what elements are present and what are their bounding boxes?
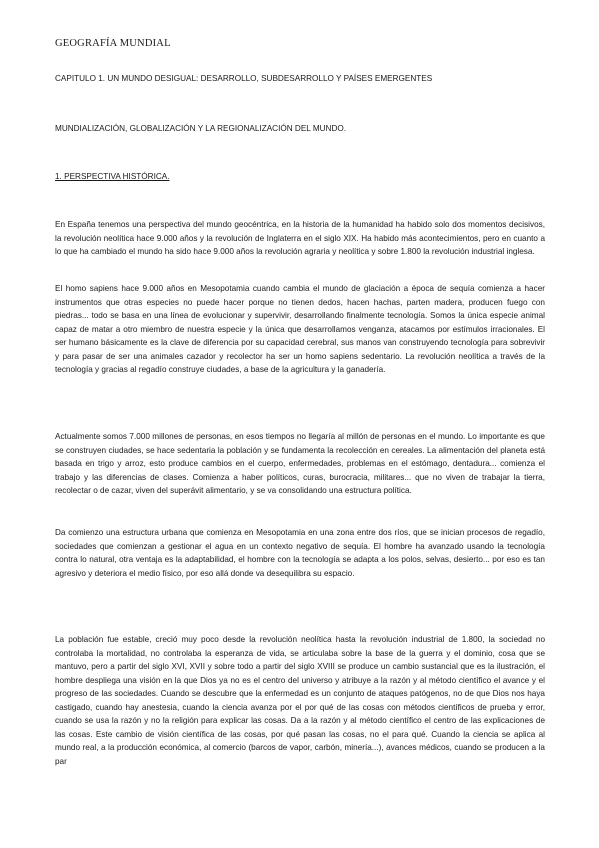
section-heading: MUNDIALIZACIÓN, GLOBALIZACIÓN Y LA REGIONALIZACIÓN DEL MUNDO. [55, 124, 347, 133]
paragraph: La población fue estable, creció muy poco desde la revolución neolítica hasta la revolución industrial de 1.800, la sociedad no controlaba la mortalidad, no controlaba la esperanza de vida, se articulaba sobre la base de la guerra y el dominio, cosa que se mantuvo, pero a partir del siglo XVI, XVII y sobre todo a partir del siglo XVIII se produce un cambio sustancial que es la ilustración, el hombre despliega una visión en la que Dios ya no es el centro del universo y atribuye a la razón y al método científico el avance y el progreso de las sociedades. Cuando se descubre que la enfermedad es un conjunto de ataques patógenos, no de que Dios nos haya castigado, cuando hay anestesia, cuando la ciencia avanza por el por qué de las cosas con métodos científicos de prueba y error, cuando se usa la razón y no la religión para explicar las cosas. Da a la razón y al método científico el centro de las explicaciones de las cosas. Este cambio de visión científica de las cosas, por qué pasan las cosas, no el para qué. Cuando la ciencia se aplica al mundo real, a la producción económica, al comercio (barcos de vapor, carbón, minería...), avances médicos, cuando se producen a la par [55, 635, 545, 766]
paragraph: El homo sapiens hace 9.000 años en Mesopotamia cuando cambia el mundo de glaciación a época de sequía comienza a hacer instrumentos que otras especies no puede hacer porque no tienen dedos, hacen hachas, parten madera, producen fuego con piedras... todo se basa en una línea de evolucionar y supervivir, desarrollando finalmente tecnología. Somos la única especie animal capaz de matar a otro miembro de nuestra especie y la única que desarrollamos venganza, atacamos por estímulos irracionales. El ser humano básicamente es la clave de diferencia por su capacidad cerebral, sus manos van construyendo tecnología para sobrevivir y para pasar de ser una animales cazador y recolector ha ser un homo sapiens sedentario. La revolución neolítica a través de la tecnología y gracias al regadío construye ciudades, a base de la agricultura y la ganadería. [55, 284, 545, 374]
chapter-heading: CAPITULO 1. UN MUNDO DESIGUAL: DESARROLLO, SUBDESARROLLO Y PAÍSES EMERGENTES [55, 74, 433, 83]
subsection-heading: 1. PERSPECTIVA HISTÓRICA. [55, 172, 170, 181]
paragraph: Actualmente somos 7.000 millones de personas, en esos tiempos no llegaría al millón de personas en el mundo. Lo importante es que se construyen ciudades, se hace sedentaria la población y se fundamenta la recolección en cereales. La alimentación del planeta está basada en trigo y arroz, esto produce cambios en el cuerpo, enfermedades, problemas en el estómago, dentadura... comienza el trabajo y las diferencias de clases. Comienza a haber políticos, curas, burocracia, militares... que no viven de trabajar la tierra, recolectar o de cazar, viven del superávit alimentario, y se va consolidando una estructura política. [55, 432, 545, 495]
paragraph: En España tenemos una perspectiva del mundo geocéntrica, en la historia de la humanidad ha habido solo dos momentos decisivos, la revolución neolítica hace 9.000 años y la revolución de Inglaterra en el siglo XIX. Ha habido más acontecimientos, pero en cuanto a lo que ha cambiado el mundo ha sido hace 9.000 años la revolución agraria y neolítica y sobre 1.800 la revolución industrial inglesa. [55, 220, 545, 256]
paragraph: Da comienzo una estructura urbana que comienza en Mesopotamia en una zona entre dos ríos, que se inician procesos de regadío, sociedades que comienzan a gestionar el agua en un contexto negativo de sequía. El hombre ha avanzado usando la tecnología contra lo natural, otra ventaja es la adaptabilidad, el hombre con la tecnología se adapta a los polos, selvas, desierto... por eso es tan agresivo y deteriora el medio físico, por eso allá donde va desequilibra su espacio. [55, 528, 545, 578]
document-title: GEOGRAFÍA MUNDIAL [55, 38, 171, 49]
